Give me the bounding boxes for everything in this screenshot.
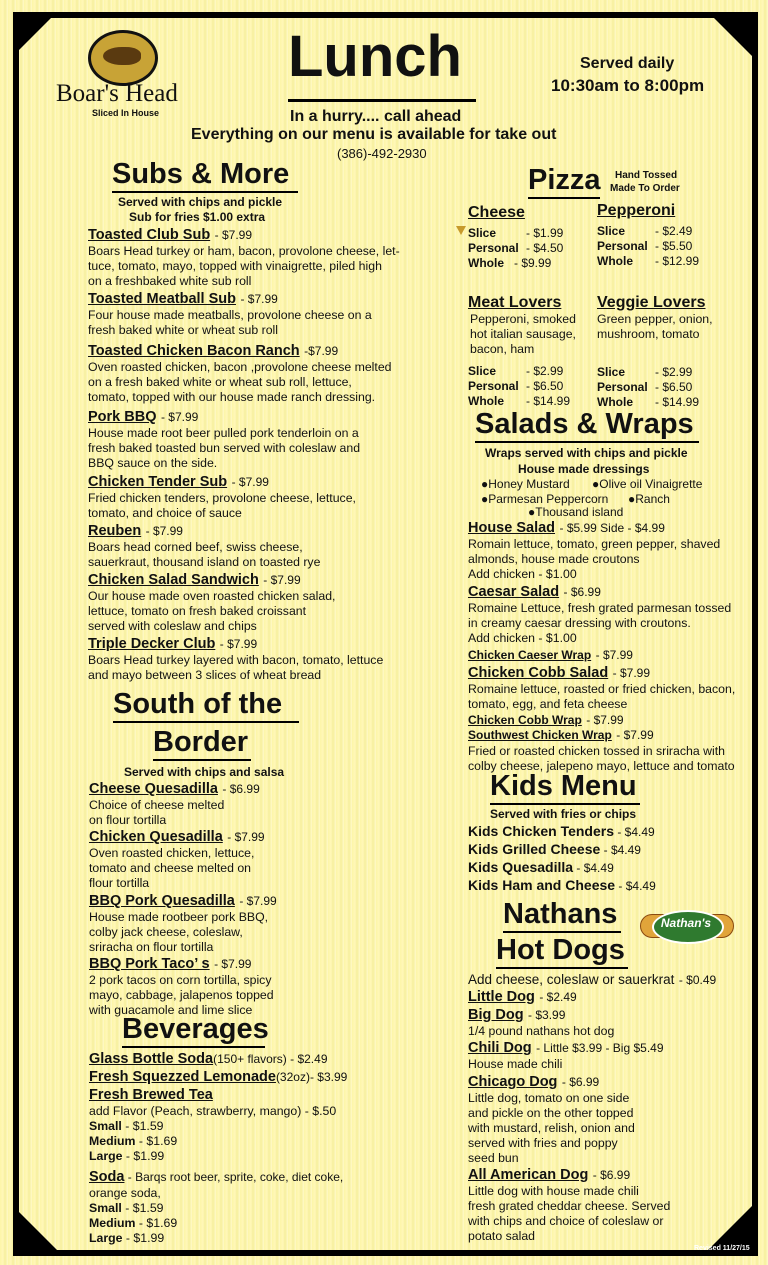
item-name: Chili Dog xyxy=(468,1040,532,1056)
border-title2: Border xyxy=(153,726,249,758)
phone: (386)-492-2930 xyxy=(337,146,427,161)
item-price: - $6.99 xyxy=(592,1168,631,1182)
item-desc: add Flavor (Peach, strawberry, mango) - $.50 xyxy=(89,1104,337,1118)
item-name: Pepperoni xyxy=(597,202,676,219)
takeout-text: Everything on our menu is available for take out xyxy=(191,126,557,143)
item-desc: tomato, topped with our house made ranch dressing. xyxy=(88,390,376,404)
item-desc: Fried or roasted chicken tossed in sriracha with xyxy=(468,744,725,758)
item-desc: with mustard, relish, onion and xyxy=(468,1121,635,1135)
item-desc: Romain lettuce, tomato, green pepper, shaved xyxy=(468,537,721,551)
item-price: - $7.99 xyxy=(586,713,624,727)
dressing-item: ●Ranch xyxy=(628,492,670,506)
size-price: - $1.99 xyxy=(122,1149,165,1163)
item-desc: potato salad xyxy=(468,1229,536,1243)
item-desc: colby jack cheese, coleslaw, xyxy=(89,925,243,939)
size-row xyxy=(89,1119,419,1134)
item-name: Toasted Club Sub xyxy=(88,227,211,243)
item-desc: Pepperoni, smoked xyxy=(470,312,576,326)
item-desc: served with fries and poppy xyxy=(468,1136,618,1150)
size-label: Personal xyxy=(597,380,648,394)
hotdogs-underline2 xyxy=(496,967,628,969)
addon-text: Add cheese, coleslaw or sauerkrat xyxy=(468,972,675,987)
item-price: - $7.99 xyxy=(263,573,301,587)
item-price: - $4.49 xyxy=(615,879,656,893)
item-price: - $7.99 xyxy=(145,524,183,538)
item-desc: in creamy caesar dressing with croutons. xyxy=(468,616,691,630)
size-label: Personal xyxy=(468,379,519,393)
list-item xyxy=(468,1039,743,1073)
salads-title: Salads & Wraps xyxy=(475,408,694,440)
item-desc: served with coleslaw and chips xyxy=(88,619,257,633)
item-price: - $5.99 Side - $4.99 xyxy=(559,521,665,535)
item-price: - $4.49 xyxy=(573,861,614,875)
size-price: - $5.50 xyxy=(655,239,693,253)
pizza-veggie xyxy=(597,294,725,410)
size-price: - $1.99 xyxy=(122,1231,165,1245)
item-name: Cheese xyxy=(468,204,525,221)
item-desc: fresh baked toasted bun served with coleslaw and xyxy=(88,441,361,455)
item-name: Chicken Cobb Salad xyxy=(468,665,609,681)
item-name: Toasted Chicken Bacon Ranch xyxy=(88,343,300,359)
size-row xyxy=(597,365,725,380)
beverages-list xyxy=(89,1050,419,1246)
item-name: BBQ Pork Quesadilla xyxy=(89,893,235,909)
size-row xyxy=(597,380,725,395)
list-item xyxy=(468,823,656,841)
list-item xyxy=(468,664,743,711)
size-label: Personal xyxy=(597,239,648,253)
size-row xyxy=(468,226,593,241)
nathans-logo-icon xyxy=(640,908,732,946)
item-desc: fresh grated cheddar cheese. Served xyxy=(468,1199,671,1213)
item-desc: House made rootbeer pork BBQ, xyxy=(89,910,269,924)
item-desc: mayo, cabbage, jalapenos topped xyxy=(89,988,274,1002)
item-desc: Boars Head turkey or ham, bacon, provolone cheese, let- xyxy=(88,244,400,258)
item-desc: Boars Head turkey layered with bacon, tomato, lettuce xyxy=(88,653,384,667)
item-price: - $7.99 xyxy=(612,666,651,680)
item-desc: seed bun xyxy=(468,1151,519,1165)
item-name: Chicken Tender Sub xyxy=(88,474,228,490)
salads-underline xyxy=(475,441,699,443)
item-desc: on flour tortilla xyxy=(89,813,167,827)
pizza-meat xyxy=(468,294,596,409)
size-row xyxy=(597,239,722,254)
item-desc: bacon, ham xyxy=(470,342,535,356)
beverages-underline xyxy=(122,1046,265,1048)
item-name: Chicken Quesadilla xyxy=(89,829,223,845)
revised-date: Revised 11/27/15 xyxy=(694,1245,750,1252)
size-label: Large xyxy=(89,1149,123,1163)
size-label: Slice xyxy=(597,365,626,379)
kids-list xyxy=(468,823,656,895)
item-desc: with guacamole and lime slice xyxy=(89,1003,253,1017)
item-desc: orange soda, xyxy=(89,1186,161,1200)
list-item xyxy=(468,859,656,877)
size-label: Whole xyxy=(597,395,633,409)
list-item xyxy=(468,1006,743,1039)
item-price: - $2.49 xyxy=(539,990,577,1004)
size-price: - $6.50 xyxy=(655,380,693,394)
item-name: Fresh Brewed Tea xyxy=(89,1087,213,1103)
item-name: Big Dog xyxy=(468,1007,524,1023)
item-name: Glass Bottle Soda xyxy=(89,1051,214,1067)
corner-tr xyxy=(708,12,752,56)
item-name: Kids Quesadilla xyxy=(468,859,574,875)
size-row xyxy=(468,394,596,409)
item-desc: on a freshbaked white sub roll xyxy=(88,274,252,288)
boar-logo-icon xyxy=(88,30,158,86)
dressing-item: ●Thousand island xyxy=(528,505,624,519)
salads-note1: Wraps served with chips and pickle xyxy=(485,446,688,460)
item-name: Chicken Caeser Wrap xyxy=(468,648,592,662)
item-name: Chicken Cobb Wrap xyxy=(468,713,582,727)
item-desc: tomato, and choice of sauce xyxy=(88,506,242,520)
item-desc: fresh baked white or wheat sub roll xyxy=(88,323,279,337)
list-item xyxy=(468,711,743,726)
size-label: Whole xyxy=(468,394,504,408)
size-row xyxy=(468,379,596,394)
dressing-item: ●Parmesan Peppercorn xyxy=(481,492,609,506)
size-price: - $1.99 xyxy=(526,226,564,240)
item-desc: Boars head corned beef, swiss cheese, xyxy=(88,540,303,554)
border-note: Served with chips and salsa xyxy=(124,765,285,779)
item-name: Fresh Squezzed Lemonade xyxy=(89,1069,276,1085)
item-price: - $7.99 xyxy=(160,410,199,424)
size-price: - $4.50 xyxy=(526,241,564,255)
list-item xyxy=(88,571,418,635)
list-item xyxy=(89,892,299,955)
item-price: - $6.99 xyxy=(563,585,601,599)
list-item xyxy=(89,1050,419,1068)
hours: 10:30am to 8:00pm xyxy=(551,76,705,95)
size-row xyxy=(597,254,722,269)
list-item xyxy=(88,408,418,473)
list-item xyxy=(89,1086,419,1104)
item-desc: Add chicken - $1.00 xyxy=(468,631,577,645)
item-price: (150+ flavors) - $2.49 xyxy=(213,1052,328,1066)
item-desc: tomato, egg, and feta cheese xyxy=(468,697,628,711)
item-price: - $6.99 xyxy=(561,1075,600,1089)
item-desc: Four house made meatballs, provolone cheese on a xyxy=(88,308,372,322)
item-name: Toasted Meatball Sub xyxy=(88,291,236,307)
size-label: Small xyxy=(89,1201,122,1215)
item-name: Caesar Salad xyxy=(468,584,560,600)
item-desc: 1/4 pound nathans hot dog xyxy=(468,1024,615,1038)
size-label: Personal xyxy=(468,241,519,255)
item-price: - $7.99 xyxy=(239,894,277,908)
list-item xyxy=(89,1068,419,1086)
item-name: BBQ Pork Taco’ s xyxy=(89,956,210,972)
size-label: Slice xyxy=(597,224,626,238)
item-desc: House made root beer pulled pork tenderloin on a xyxy=(88,426,359,440)
size-label: Medium xyxy=(89,1134,136,1148)
item-price: - $7.99 xyxy=(227,830,265,844)
item-price: - $7.99 xyxy=(616,728,654,742)
item-price: - $4.49 xyxy=(600,843,641,857)
dressing-item: ●Honey Mustard xyxy=(481,477,570,491)
item-name: Soda xyxy=(89,1169,125,1185)
item-price: -$7.99 xyxy=(304,344,339,358)
hotdogs-title1: Nathans xyxy=(503,898,618,930)
item-desc: BBQ sauce on the side. xyxy=(88,456,218,470)
logo-brand: Boar's Head xyxy=(56,80,178,107)
item-price: - $4.49 xyxy=(614,825,655,839)
item-desc: Oven roasted chicken, lettuce, xyxy=(89,846,255,860)
size-label: Small xyxy=(89,1119,122,1133)
list-item xyxy=(468,877,656,895)
size-price: - $14.99 xyxy=(526,394,571,408)
border-title1: South of the xyxy=(113,688,283,720)
size-price: - $2.99 xyxy=(526,364,564,378)
size-row xyxy=(89,1216,419,1231)
item-name: Pork BBQ xyxy=(88,409,157,425)
subs-underline xyxy=(112,191,298,193)
title-underline xyxy=(288,99,476,102)
item-price: - $6.99 xyxy=(222,782,260,796)
item-name: Chicago Dog xyxy=(468,1074,558,1090)
salads-note2: House made dressings xyxy=(518,462,650,476)
size-price: - $1.59 xyxy=(121,1119,164,1133)
list-item xyxy=(88,522,418,571)
item-name: Cheese Quesadilla xyxy=(89,781,218,797)
item-desc: with chips and choice of coleslaw or xyxy=(468,1214,664,1228)
hotdogs-underline1 xyxy=(503,931,621,933)
border-list xyxy=(89,780,299,1018)
item-desc: House made chili xyxy=(468,1057,563,1071)
list-item xyxy=(88,226,418,290)
item-price: - Little $3.99 - Big $5.49 xyxy=(536,1041,664,1055)
hurry-text: In a hurry.... call ahead xyxy=(290,108,462,125)
size-row xyxy=(468,256,593,271)
hotdogs-title2: Hot Dogs xyxy=(496,934,625,966)
pizza-cheese xyxy=(468,204,593,271)
pizza-note1: Hand Tossed xyxy=(615,170,678,181)
size-price: - $14.99 xyxy=(655,395,700,409)
item-name: Little Dog xyxy=(468,989,535,1005)
size-price: - $12.99 xyxy=(655,254,700,268)
item-desc: - Barqs root beer, sprite, coke, diet coke, xyxy=(124,1170,344,1184)
item-price: - $7.99 xyxy=(214,228,252,242)
size-row xyxy=(89,1134,419,1149)
item-name: Veggie Lovers xyxy=(597,294,706,311)
item-name: All American Dog xyxy=(468,1167,589,1183)
pizza-underline xyxy=(528,197,600,199)
item-desc: sauerkraut, thousand island on toasted rye xyxy=(88,555,321,569)
pizza-title: Pizza xyxy=(528,164,601,196)
size-label: Whole xyxy=(597,254,633,268)
size-price: - $2.99 xyxy=(655,365,693,379)
size-label: Slice xyxy=(468,226,497,240)
item-desc: Little dog, tomato on one side xyxy=(468,1091,630,1105)
item-desc: mushroom, tomato xyxy=(597,327,700,341)
size-label: Slice xyxy=(468,364,497,378)
item-desc: tomato and cheese melted on xyxy=(89,861,252,875)
item-desc: tuce, tomato, mayo, topped with vinaigrette, piled high xyxy=(88,259,382,273)
pizza-note2: Made To Order xyxy=(610,183,680,194)
item-desc: lettuce, tomato on fresh baked croissant xyxy=(88,604,307,618)
subs-list xyxy=(88,226,418,683)
item-desc: Little dog with house made chili xyxy=(468,1184,639,1198)
nathans-logo-text: Nathan's xyxy=(660,916,712,930)
item-desc: and mayo between 3 slices of wheat bread xyxy=(88,668,322,682)
list-item xyxy=(468,519,743,583)
size-row xyxy=(597,224,722,239)
list-item xyxy=(468,583,743,646)
kids-underline xyxy=(490,803,640,805)
item-name: Triple Decker Club xyxy=(88,636,216,652)
hotdog-addon xyxy=(468,971,716,989)
pizza-slice-icon xyxy=(456,226,466,235)
item-price: - $7.99 xyxy=(219,637,258,651)
item-desc: Our house made oven roasted chicken salad, xyxy=(88,589,336,603)
addon-price: - $0.49 xyxy=(678,973,717,987)
item-price: - $7.99 xyxy=(240,292,278,306)
item-desc: 2 pork tacos on corn tortilla, spicy xyxy=(89,973,272,987)
item-desc: sriracha on flour tortilla xyxy=(89,940,214,954)
item-desc: almonds, house made croutons xyxy=(468,552,640,566)
list-item xyxy=(88,473,418,522)
pizza-pepperoni xyxy=(597,202,722,269)
item-name: Kids Grilled Cheese xyxy=(468,841,601,857)
item-desc: Green pepper, onion, xyxy=(597,312,713,326)
list-item xyxy=(88,635,418,683)
subs-note2: Sub for fries $1.00 extra xyxy=(129,210,266,224)
logo-tagline: Sliced In House xyxy=(92,108,160,118)
salads-list xyxy=(468,519,743,774)
list-item xyxy=(88,290,418,342)
item-name: Kids Chicken Tenders xyxy=(468,823,615,839)
item-name: Kids Ham and Cheese xyxy=(468,877,616,893)
corner-tl xyxy=(13,12,57,56)
list-item xyxy=(468,1166,743,1244)
size-price: - $9.99 xyxy=(514,256,552,270)
item-name: Chicken Salad Sandwich xyxy=(88,572,259,588)
size-label: Whole xyxy=(468,256,504,270)
page-title: Lunch xyxy=(288,24,462,89)
list-item xyxy=(468,1073,743,1166)
size-label: Large xyxy=(89,1231,123,1245)
item-desc: Romaine lettuce, roasted or fried chicken, bacon, xyxy=(468,682,736,696)
item-name: Reuben xyxy=(88,523,142,539)
list-item xyxy=(89,1168,419,1186)
item-price: (32oz)- $3.99 xyxy=(275,1070,348,1084)
subs-title: Subs & More xyxy=(112,158,290,190)
size-price: - $6.50 xyxy=(526,379,564,393)
list-item xyxy=(89,828,299,892)
corner-bl xyxy=(13,1206,57,1250)
beverages-title: Beverages xyxy=(122,1013,269,1045)
size-price: - $1.69 xyxy=(135,1134,178,1148)
list-item xyxy=(89,780,299,828)
item-desc: Romaine Lettuce, fresh grated parmesan tossed xyxy=(468,601,732,615)
border-underline2 xyxy=(153,759,251,761)
hotdogs-list xyxy=(468,988,743,1244)
item-desc: and pickle on the other topped xyxy=(468,1106,634,1120)
item-desc: Add chicken - $1.00 xyxy=(468,567,577,581)
item-desc: hot italian sausage, xyxy=(470,327,576,341)
kids-title: Kids Menu xyxy=(490,770,637,802)
size-row xyxy=(468,364,596,379)
list-item xyxy=(468,646,743,664)
size-row xyxy=(89,1149,419,1168)
list-item xyxy=(89,955,299,1018)
item-desc: Fried chicken tenders, provolone cheese, lettuce, xyxy=(88,491,356,505)
item-price: - $3.99 xyxy=(528,1008,566,1022)
list-item xyxy=(468,988,743,1006)
item-desc: colby cheese, jalepeno mayo, lettuce and tomato xyxy=(468,759,735,773)
size-row xyxy=(89,1231,419,1246)
item-desc: flour tortilla xyxy=(89,876,150,890)
size-row xyxy=(89,1201,419,1216)
list-item xyxy=(468,726,743,774)
item-price: - $7.99 xyxy=(595,648,633,662)
served-label: Served daily xyxy=(580,55,675,72)
item-price: - $7.99 xyxy=(231,475,269,489)
size-price: - $2.49 xyxy=(655,224,693,238)
kids-note: Served with fries or chips xyxy=(490,807,637,821)
size-price: - $1.69 xyxy=(135,1216,178,1230)
subs-note1: Served with chips and pickle xyxy=(118,195,283,209)
item-desc: Oven roasted chicken, bacon ,provolone cheese melted xyxy=(88,360,392,374)
size-label: Medium xyxy=(89,1216,136,1230)
size-row xyxy=(468,241,593,256)
size-price: - $1.59 xyxy=(121,1201,164,1215)
item-name: Meat Lovers xyxy=(468,294,562,311)
item-name: House Salad xyxy=(468,520,556,536)
item-desc: on a fresh baked white or wheat sub roll, lettuce, xyxy=(88,375,352,389)
list-item xyxy=(88,342,418,408)
list-item xyxy=(468,841,656,859)
dressing-item: ●Olive oil Vinaigrette xyxy=(592,477,703,491)
item-price: - $7.99 xyxy=(214,957,252,971)
item-desc: Choice of cheese melted xyxy=(89,798,225,812)
item-name: Southwest Chicken Wrap xyxy=(468,728,612,742)
border-underline1 xyxy=(113,721,299,723)
